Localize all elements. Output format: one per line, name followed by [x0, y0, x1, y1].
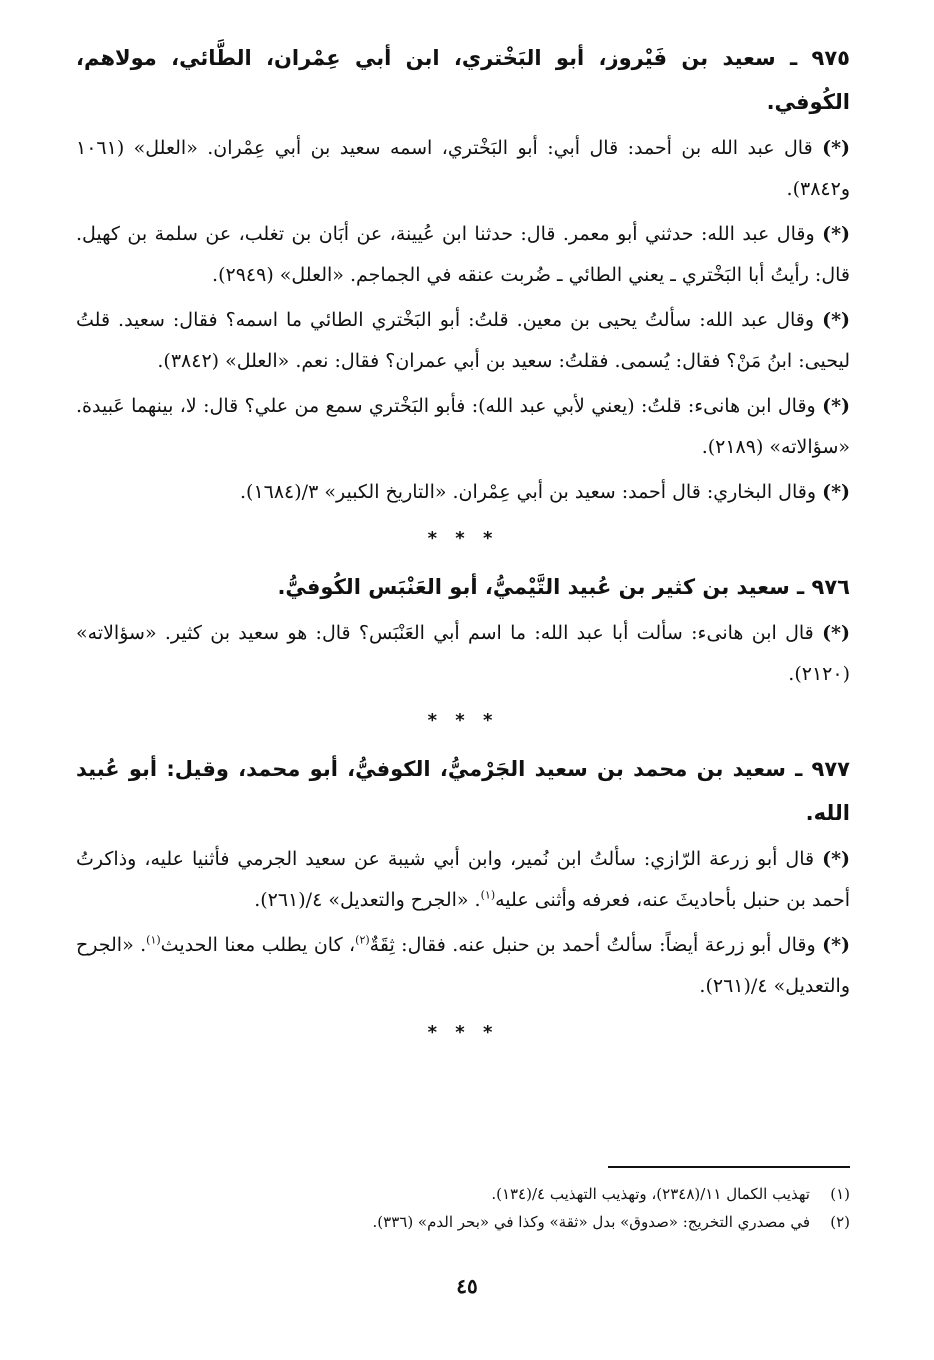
paragraph-text: قال ابن هانىء: سألت أبا عبد الله: ما اسم أبي العَنْبَس؟ قال: هو سعيد بن كثير. «سؤالاته» (٢١٢٠). — [76, 622, 850, 685]
bullet-marker: (*) — [822, 481, 850, 503]
section-separator: * * * — [427, 710, 499, 731]
footnote-number: (١) — [830, 1185, 850, 1203]
footnote-divider — [608, 1166, 850, 1168]
entry-976-para-1 — [76, 613, 850, 695]
paragraph-text: قال أبو زرعة الرّازي: سألتُ ابن نُمير، وابن أبي شيبة عن سعيد الجرمي فأثنيا عليه، وذاكرتُ أحمد بن حنبل بأحاديثَ عنه، فعرفه وأثنى عليه — [76, 848, 850, 911]
footnote-ref: (٢) — [355, 933, 370, 947]
bullet-marker: (*) — [822, 395, 850, 417]
entry-975-para-2 — [76, 214, 850, 296]
entry-975-para-4 — [76, 386, 850, 468]
bullet-marker: (*) — [822, 848, 851, 870]
paragraph-text: وقال عبد الله: سألتُ يحيى بن معين. قلتُ: أبو البَخْتري الطائي ما اسمه؟ فقال: سعيد. قلتُ ليحيى: ابنُ مَنْ؟ فقال: يُسمى. فقلتُ: سعيد بن أبي عمران؟ فقال: نعم. «العلل» (٣٨٤٢). — [76, 309, 850, 372]
entry-977-para-2 — [76, 925, 850, 1007]
bullet-marker: (*) — [822, 309, 850, 331]
paragraph-mid: ، كان يطلب معنا الحديث — [160, 934, 356, 956]
paragraph-text: وقال أبو زرعة أيضاً: سألتُ أحمد بن حنبل عنه. فقال: ثِقَةٌ — [369, 934, 816, 956]
footnote-text: تهذيب الكمال ١١/(٢٣٤٨)، وتهذيب التهذيب ٤/(١٣٤). — [491, 1185, 810, 1203]
bullet-marker: (*) — [822, 137, 850, 159]
paragraph-tail: . «الجرح والتعديل» ٤/(٢٦١). — [254, 889, 481, 911]
entry-977-para-1 — [76, 839, 850, 921]
paragraph-text: وقال ابن هانىء: قلتُ: (يعني لأبي عبد الله): فأبو البَخْتري سمع من علي؟ قال: لا، بينهما عَبيدة. «سؤالاته» (٢١٨٩). — [76, 395, 850, 458]
paragraph-text: وقال البخاري: قال أحمد: سعيد بن أبي عِمْران. «التاريخ الكبير» ٣/(١٦٨٤). — [239, 481, 817, 503]
footnotes — [76, 1180, 850, 1236]
bullet-marker: (*) — [822, 622, 850, 644]
section-separator: * * * — [427, 528, 499, 549]
footnote-ref: (١) — [146, 933, 161, 947]
bullet-marker: (*) — [822, 223, 851, 245]
entry-976-heading: ٩٧٦ ـ سعيد بن كثير بن عُبيد التَّيْميُّ، أبو العَنْبَس الكُوفيُّ. — [277, 575, 850, 599]
entry-975-para-5 — [76, 472, 850, 513]
entry-975-para-3 — [76, 300, 850, 382]
footnote-ref: (١) — [480, 888, 496, 902]
section-separator: * * * — [427, 1022, 499, 1043]
footnote-number: (٢) — [830, 1213, 850, 1231]
entry-975-para-1 — [76, 128, 850, 210]
page-number: ٤٥ — [456, 1274, 478, 1298]
paragraph-text: قال عبد الله بن أحمد: قال أبي: أبو البَخْتري، اسمه سعيد بن أبي عِمْران. «العلل» (١٠٦١ و٣٨٤٢). — [76, 137, 850, 200]
footnote-item — [76, 1208, 850, 1236]
footnote-item — [76, 1180, 850, 1208]
bullet-marker: (*) — [822, 934, 850, 956]
entry-975-heading: ٩٧٥ ـ سعيد بن فَيْروز، أبو البَخْتري، ابن أبي عِمْران، الطَّائي، مولاهم، الكُوفي. — [76, 46, 850, 114]
paragraph-tail: . «الجرح والتعديل» ٤/(٢٦١). — [76, 934, 850, 997]
paragraph-text: وقال عبد الله: حدثني أبو معمر. قال: حدثنا ابن عُيينة، عن أبَان بن تغلب، عن سلمة بن كهيل. قال: رأيتُ أبا البَخْتري ـ يعني الطائي ـ ضُربت عنقه في الجماجم. «العلل» (٢٩٤٩). — [76, 223, 850, 286]
entry-977-heading: ٩٧٧ ـ سعيد بن محمد بن سعيد الجَرْميُّ، الكوفيُّ، أبو محمد، وقيل: أبو عُبيد الله. — [76, 757, 850, 825]
footnote-text: في مصدري التخريج: «صدوق» بدل «ثقة» وكذا في «بحر الدم» (٣٣٦). — [372, 1213, 810, 1231]
